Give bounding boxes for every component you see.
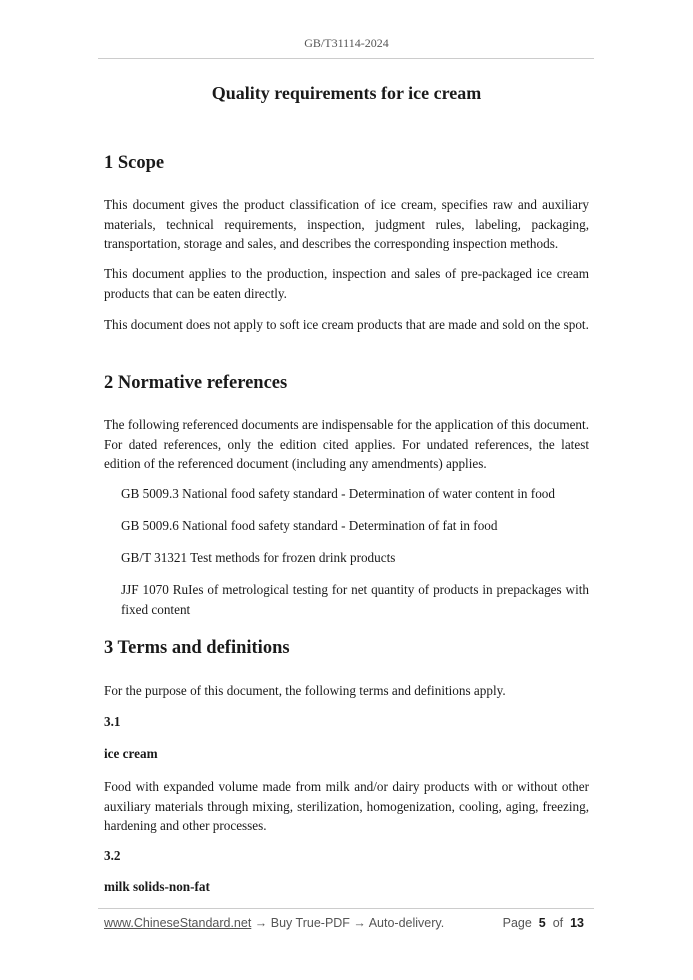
- term-number: 3.2: [104, 848, 121, 863]
- scope-paragraph: This document does not apply to soft ice cream products that are made and sold on the spot.: [104, 317, 589, 332]
- reference-item: GB 5009.3 National food safety standard - Determination of water content in food: [121, 486, 555, 501]
- references-intro: The following referenced documents are indispensable for the application of this document. For dated references, only the edition cited applies. For undated references, the latest edition of the referenced document (including any amendments) applies.: [104, 417, 589, 471]
- terms-intro: For the purpose of this document, the following terms and definitions apply.: [104, 683, 506, 698]
- term-name: milk solids-non-fat: [104, 879, 210, 894]
- scope-paragraph: This document gives the product classification of ice cream, specifies raw and auxiliary materials, technical requirements, inspection, judgment rules, labeling, packaging, transportation, storage and sales, and describes the corresponding inspection methods.: [104, 197, 589, 251]
- reference-item: GB/T 31321 Test methods for frozen drink products: [121, 550, 396, 565]
- term-name: ice cream: [104, 746, 158, 761]
- term-definition: Food with expanded volume made from milk and/or dairy products with or without other auxiliary materials through mixing, sterilization, homogenization, cooling, aging, freezing, hardening and other processes.: [104, 779, 589, 833]
- section-heading-terms-and-definitions: 3 Terms and definitions: [104, 638, 290, 658]
- footer-promo: [104, 916, 444, 930]
- total-pages-number: 13: [570, 916, 584, 930]
- of-word: of: [552, 916, 564, 930]
- page-indicator: [503, 916, 584, 930]
- term-number: 3.1: [104, 714, 121, 729]
- section-heading-normative-references: 2 Normative references: [104, 373, 288, 393]
- site-link[interactable]: www.ChineseStandard.net: [104, 916, 252, 930]
- reference-item: JJF 1070 RuIes of metrological testing for net quantity of products in prepackages with fixed content: [121, 582, 589, 617]
- scope-paragraph: This document applies to the production, inspection and sales of pre-packaged ice cream products that can be eaten directly.: [104, 266, 589, 301]
- current-page-number: 5: [538, 916, 546, 930]
- document-title: Quality requirements for ice cream: [211, 83, 482, 103]
- header-divider: [98, 58, 594, 59]
- page-word: Page: [502, 916, 532, 930]
- reference-item: GB 5009.6 National food safety standard - Determination of fat in food: [121, 518, 498, 533]
- running-header: GB/T31114-2024: [304, 36, 389, 50]
- section-heading-scope: 1 Scope: [104, 153, 165, 173]
- footer-divider: [98, 908, 594, 909]
- footer-promo-text: → Buy True-PDF → Auto-delivery.: [251, 916, 445, 930]
